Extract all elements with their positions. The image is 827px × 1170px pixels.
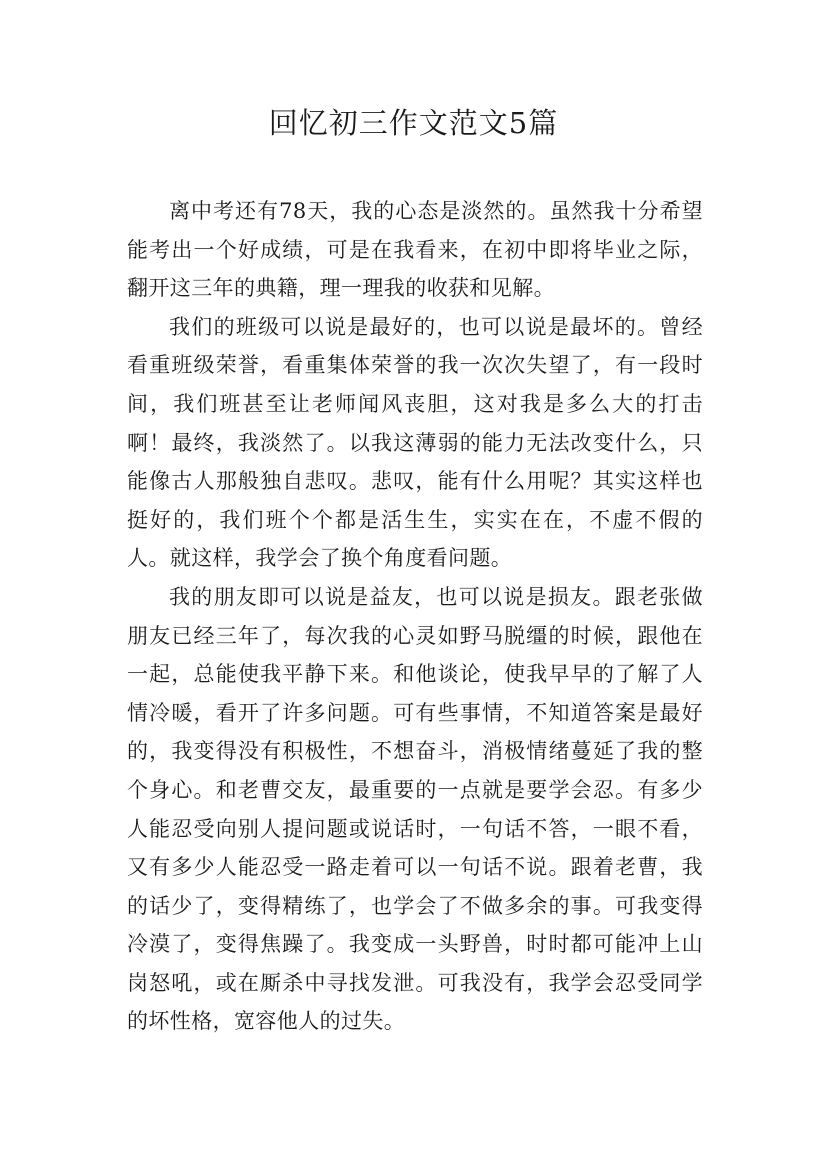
document-title: 回忆初三作文范文5篇 <box>268 106 559 140</box>
document-body <box>127 192 703 1041</box>
paragraph-3: 我的朋友即可以说是益友，也可以说是损友。跟老张做朋友已经三年了，每次我的心灵如野马脱缰的时候，跟他在一起，总能使我平静下来。和他谈论，使我早早的了解了人情冷暖，看开了许多问题。可有些事情，不知道答案是最好的，我变得没有积极性，不想奋斗，消极情绪蔓延了我的整个身心。和老曹交友，最重要的一点就是要学会忍。有多少人能忍受向别人提问题或说话时，一句话不答，一眼不看，又有多少人能忍受一路走着可以一句话不说。跟着老曹，我的话少了，变得精练了，也学会了不做多余的事。可我变得冷漠了，变得焦躁了。我变成一头野兽，时时都可能冲上山岗怒吼，或在厮杀中寻找发泄。可我没有，我学会忍受同学的坏性格，宽容他人的过失。 <box>127 584 703 1034</box>
paragraph-1: 离中考还有78天，我的心态是淡然的。虽然我十分希望能考出一个好成绩，可是在我看来，在初中即将毕业之际，翻开这三年的典籍，理一理我的收获和见解。 <box>127 199 703 301</box>
paragraph-2: 我们的班级可以说是最好的，也可以说是最坏的。曾经看重班级荣誉，看重集体荣誉的我一次次失望了，有一段时间，我们班甚至让老师闻风丧胆，这对我是多么大的打击啊！最终，我淡然了。以我这薄弱的能力无法改变什么，只能像古人那般独自悲叹。悲叹，能有什么用呢？其实这样也挺好的，我们班个个都是活生生，实实在在，不虚不假的人。就这样，我学会了换个角度看问题。 <box>127 314 703 571</box>
